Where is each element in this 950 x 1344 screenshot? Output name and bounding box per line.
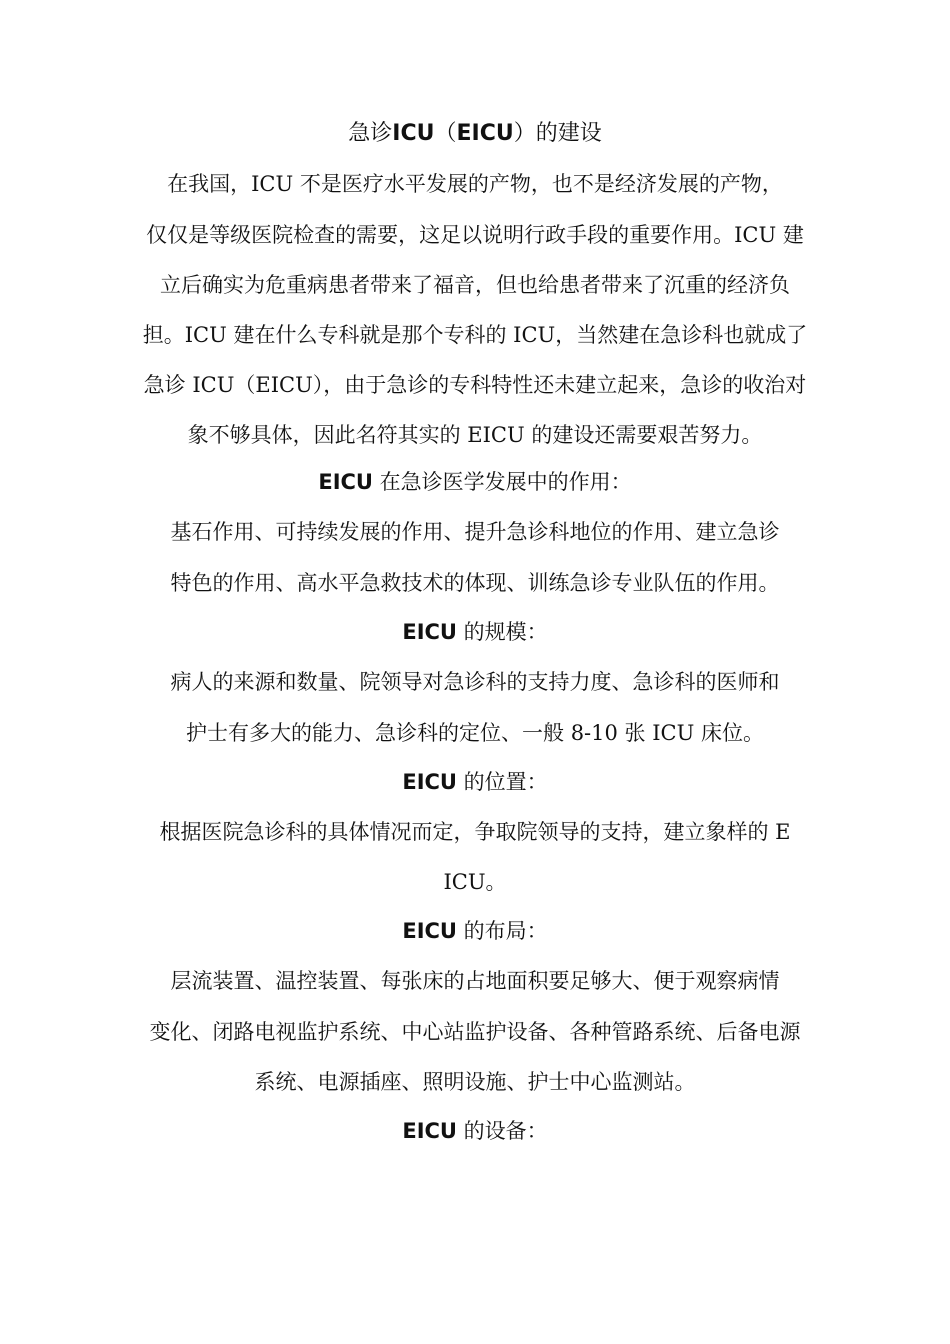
section-heading-text: 在急诊医学发展中的作用： <box>372 470 632 494</box>
title-bold-eicu: EICU <box>456 121 514 146</box>
intro-line-6: 象不够具体，因此名符其实的 EICU 的建设还需要艰苦努力。 <box>187 423 763 447</box>
location-line-2: ICU。 <box>443 870 507 894</box>
section-heading-keyword: EICU <box>402 1119 457 1143</box>
intro-line-2: 仅仅是等级医院检查的需要，这足以说明行政手段的重要作用。ICU 建 <box>146 223 804 247</box>
location-line-1: 根据医院急诊科的具体情况而定，争取院领导的支持，建立象样的 E <box>159 820 791 844</box>
title-suffix: ）的建设 <box>513 121 602 146</box>
section-heading-keyword: EICU <box>402 770 457 794</box>
layout-line-1: 层流装置、温控装置、每张床的占地面积要足够大、便于观察病情 <box>170 969 780 993</box>
section-heading-keyword: EICU <box>402 620 457 644</box>
section-heading-text: 的位置： <box>456 770 548 794</box>
section-heading-keyword: EICU <box>402 919 457 943</box>
intro-line-3: 立后确实为危重病患者带来了福音，但也给患者带来了沉重的经济负 <box>160 273 790 297</box>
intro-line-4: 担。ICU 建在什么专科就是那个专科的 ICU，当然建在急诊科也就成了 <box>142 323 808 347</box>
layout-line-2: 变化、闭路电视监护系统、中心站监护设备、各种管路系统、后备电源 <box>149 1020 801 1044</box>
section-heading-equipment <box>140 1117 810 1145</box>
title-prefix: 急诊 <box>348 121 393 146</box>
document-title <box>140 120 810 148</box>
section-heading-layout <box>140 917 810 945</box>
title-middle: （ <box>434 121 457 146</box>
intro-line-1: 在我国，ICU 不是医疗水平发展的产物，也不是经济发展的产物， <box>167 172 783 196</box>
section-heading-text: 的规模： <box>456 620 548 644</box>
layout-line-3: 系统、电源插座、照明设施、护士中心监测站。 <box>254 1070 696 1094</box>
section-heading-keyword: EICU <box>318 470 373 494</box>
title-bold-icu: ICU <box>392 121 435 146</box>
role-line-2: 特色的作用、高水平急救技术的体现、训练急诊专业队伍的作用。 <box>170 571 780 595</box>
scale-line-2: 护士有多大的能力、急诊科的定位、一般 8-10 张 ICU 床位。 <box>186 721 764 745</box>
section-heading-scale <box>140 618 810 646</box>
section-heading-location <box>140 768 810 796</box>
scale-line-1: 病人的来源和数量、院领导对急诊科的支持力度、急诊科的医师和 <box>170 670 780 694</box>
section-heading-text: 的设备： <box>456 1119 548 1143</box>
section-heading-role <box>140 468 810 496</box>
role-line-1: 基石作用、可持续发展的作用、提升急诊科地位的作用、建立急诊 <box>170 520 780 544</box>
intro-line-5: 急诊 ICU（EICU），由于急诊的专科特性还未建立起来，急诊的收治对 <box>143 373 807 397</box>
section-heading-text: 的布局： <box>456 919 548 943</box>
